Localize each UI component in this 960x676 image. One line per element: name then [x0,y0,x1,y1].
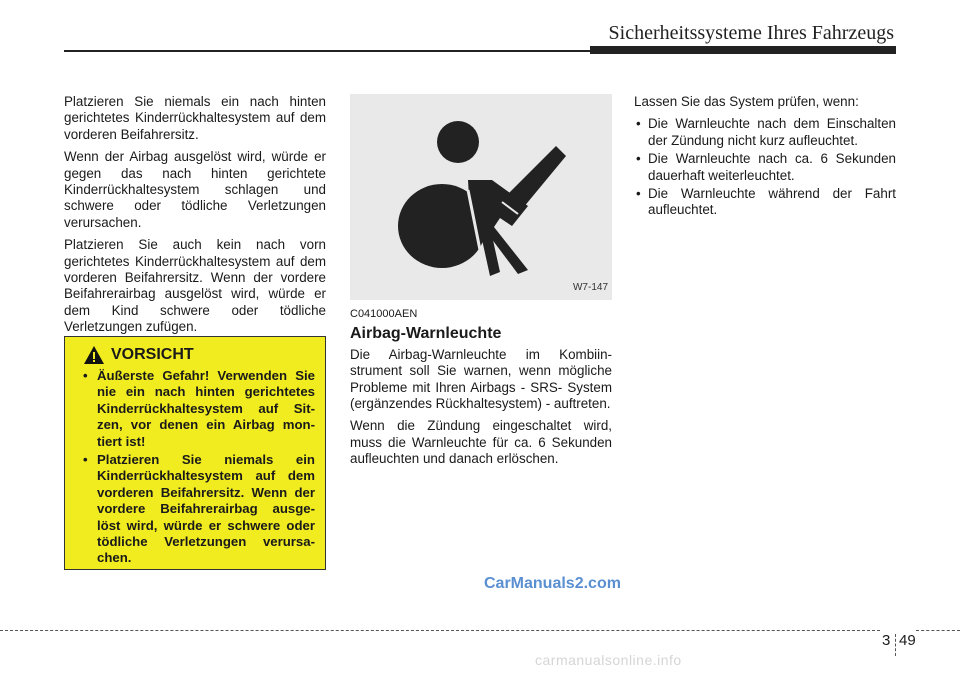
caution-list [75,368,315,567]
intro-text: Lassen Sie das System prüfen, wenn: [634,94,859,109]
page-separator [895,634,896,656]
caution-item: • Äußerste Gefahr! Verwenden Sie nie ein nach hinten gerichtetes Kinderrückhaltesystem auf Sit- zen, vor denen ein Airbag mon- tiert ist! [75,368,315,450]
header-bar [590,46,896,54]
right-column [634,94,896,221]
caution-header [75,345,315,365]
caution-title: VORSICHT [111,346,194,363]
footer-rule-left [0,630,880,631]
bottom-watermark: carmanualsonline.info [535,652,682,668]
page-number: 49 [899,632,916,649]
section-code: C041000AEN [350,308,418,320]
paragraph: Wenn die Zündung eingeschaltet wird, muss die Warnleuchte für ca. 6 Sekunden aufleuchten und danach erlöschen. [350,418,612,467]
figure-label: W7-147 [572,281,608,293]
watermark-link[interactable]: CarManuals2.com [484,575,621,592]
paragraph: Die Airbag-Warnleuchte im Kombiin- strument soll Sie warnen, wenn mögliche Probleme mit Ihren Airbags - SRS- System (ergänzendes Rückhaltesystem) - auftreten. [350,346,612,412]
check-list [634,116,896,218]
section-title: Sicherheitssysteme Ihres Fahrzeugs [608,22,894,44]
warning-triangle-icon [83,345,105,365]
paragraph: Platzieren Sie auch kein nach vorn gerichtetes Kinderrückhaltesystem auf dem vorderen Beifahrersitz. Wenn der vordere Beifahrerairbag ausgelöst wird, würde er dem Kind schwere oder tödliche Verletzungen zufügen. [64,237,326,335]
footer-rule-right [916,630,960,631]
left-column [64,94,326,342]
caution-item: • Platzieren Sie niemals ein Kinderrückhaltesystem auf dem vorderen Beifahrersitz. Wenn der vordere Beifahrerairbag ausge- löst wird, würde er schwere oder tödliche Verletzungen verursa- chen. [75,452,315,567]
chapter-number: 3 [882,632,891,649]
paragraph: Platzieren Sie niemals ein nach hinten gerichtetes Kinderrückhaltesystem auf dem vorderen Beifahrersitz. [64,94,326,142]
airbag-warning-icon [350,94,612,300]
caution-box [64,336,326,570]
list-item: • Die Warnleuchte nach dem Einschalten der Zündung nicht kurz aufleuchtet. [634,116,896,149]
paragraph: Wenn der Airbag ausgelöst wird, würde er gegen das nach hinten gerichtete Kinderrückhaltesystem schlagen und schwere oder tödliche Verletzungen verursachen. [64,149,326,230]
list-item: • Die Warnleuchte nach ca. 6 Sekunden dauerhaft weiterleuchtet. [634,151,896,184]
section-heading: Airbag-Warnleuchte [350,325,502,343]
middle-column [350,94,612,474]
header-rule [64,50,590,52]
airbag-figure [350,94,612,300]
list-item: • Die Warnleuchte während der Fahrt aufleuchtet. [634,186,896,219]
